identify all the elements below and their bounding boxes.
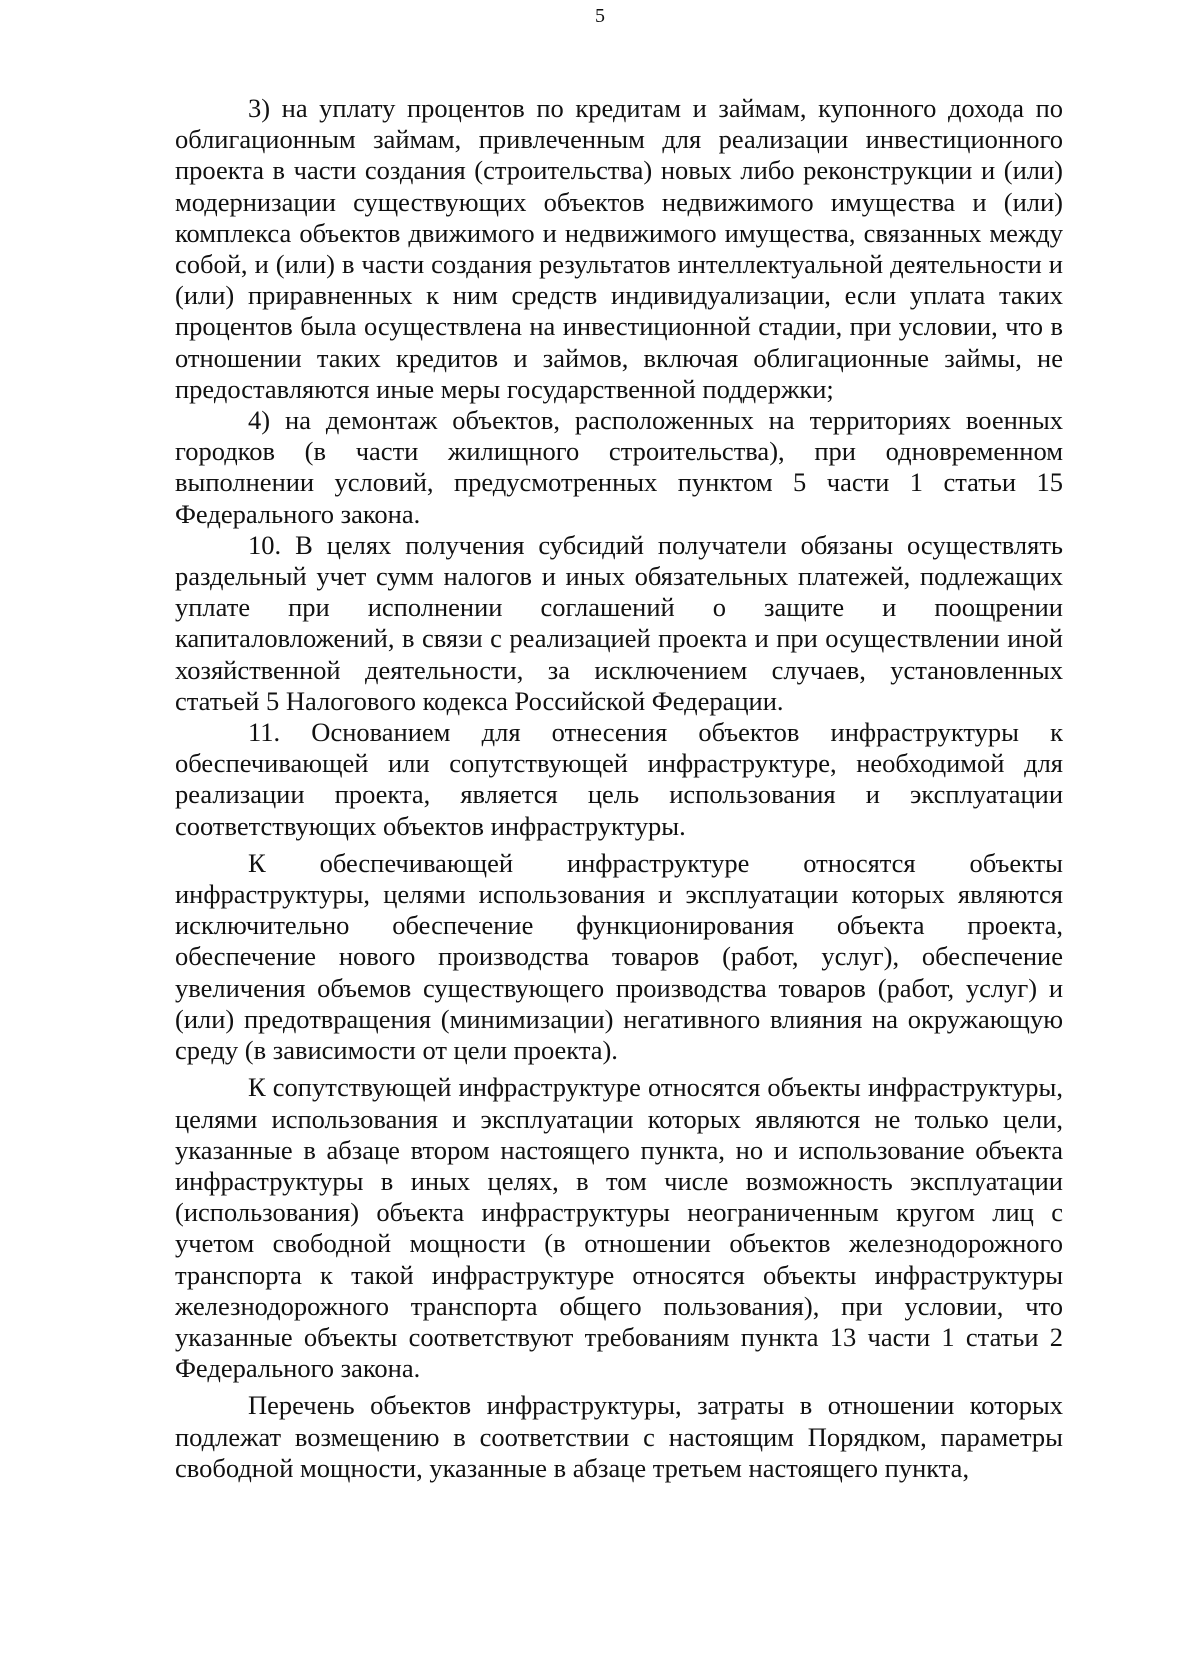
- paragraph-accompanying-infrastructure: К сопутствующей инфраструктуре относятся объекты инфраструктуры, целями использования и эксплуатации которых являются не только цели, указанные в абзаце втором настоящего пункта, но и использование объекта инфраструктуры в иных целях, в том числе возможность эксплуатации (использования) объекта инфраструктуры неограниченным кругом лиц с учетом свободной мощности (в отношении объектов железнодорожного транспорта к такой инфраструктуре относятся объекты инфраструктуры железнодорожного транспорта общего пользования), при условии, что указанные объекты соответствуют требованиям пункта 13 части 1 статьи 2 Федерального закона.: [175, 1072, 1063, 1384]
- paragraph-clause-11: 11. Основанием для отнесения объектов инфраструктуры к обеспечивающей или сопутствующей инфраструктуре, необходимой для реализации проекта, является цель использования и эксплуатации соответствующих объектов инфраструктуры.: [175, 717, 1063, 841]
- paragraph-supporting-infrastructure: К обеспечивающей инфраструктуре относятся объекты инфраструктуры, целями использования и эксплуатации которых являются исключительно обеспечение функционирования объекта проекта, обеспечение нового производства товаров (работ, услуг), обеспечение увеличения объемов существующего производства товаров (работ, услуг) и (или) предотвращения (минимизации) негативного влияния на окружающую среду (в зависимости от цели проекта).: [175, 847, 1063, 1066]
- page-number: 5: [595, 5, 605, 27]
- paragraph-infrastructure-list: Перечень объектов инфраструктуры, затраты в отношении которых подлежат возмещению в соответствии с настоящим Порядком, параметры свободной мощности, указанные в абзаце третьем настоящего пункта,: [175, 1390, 1063, 1483]
- document-body: [175, 93, 1063, 1484]
- paragraph-item-4: 4) на демонтаж объектов, расположенных на территориях военных городков (в части жилищного строительства), при одновременном выполнении условий, предусмотренных пунктом 5 части 1 статьи 15 Федерального закона.: [175, 405, 1063, 529]
- paragraph-item-3: 3) на уплату процентов по кредитам и займам, купонного дохода по облигационным займам, привлеченным для реализации инвестиционного проекта в части создания (строительства) новых либо реконструкции и (или) модернизации существующих объектов недвижимого имущества и (или) комплекса объектов движимого и недвижимого имущества, связанных между собой, и (или) в части создания результатов интеллектуальной деятельности и (или) приравненных к ним средств индивидуализации, если уплата таких процентов была осуществлена на инвестиционной стадии, при условии, что в отношении таких кредитов и займов, включая облигационные займы, не предоставляются иные меры государственной поддержки;: [175, 93, 1063, 404]
- paragraph-clause-10: 10. В целях получения субсидий получатели обязаны осуществлять раздельный учет сумм налогов и иных обязательных платежей, подлежащих уплате при исполнении соглашений о защите и поощрении капиталовложений, в связи с реализацией проекта и при осуществлении иной хозяйственной деятельности, за исключением случаев, установленных статьей 5 Налогового кодекса Российской Федерации.: [175, 529, 1063, 716]
